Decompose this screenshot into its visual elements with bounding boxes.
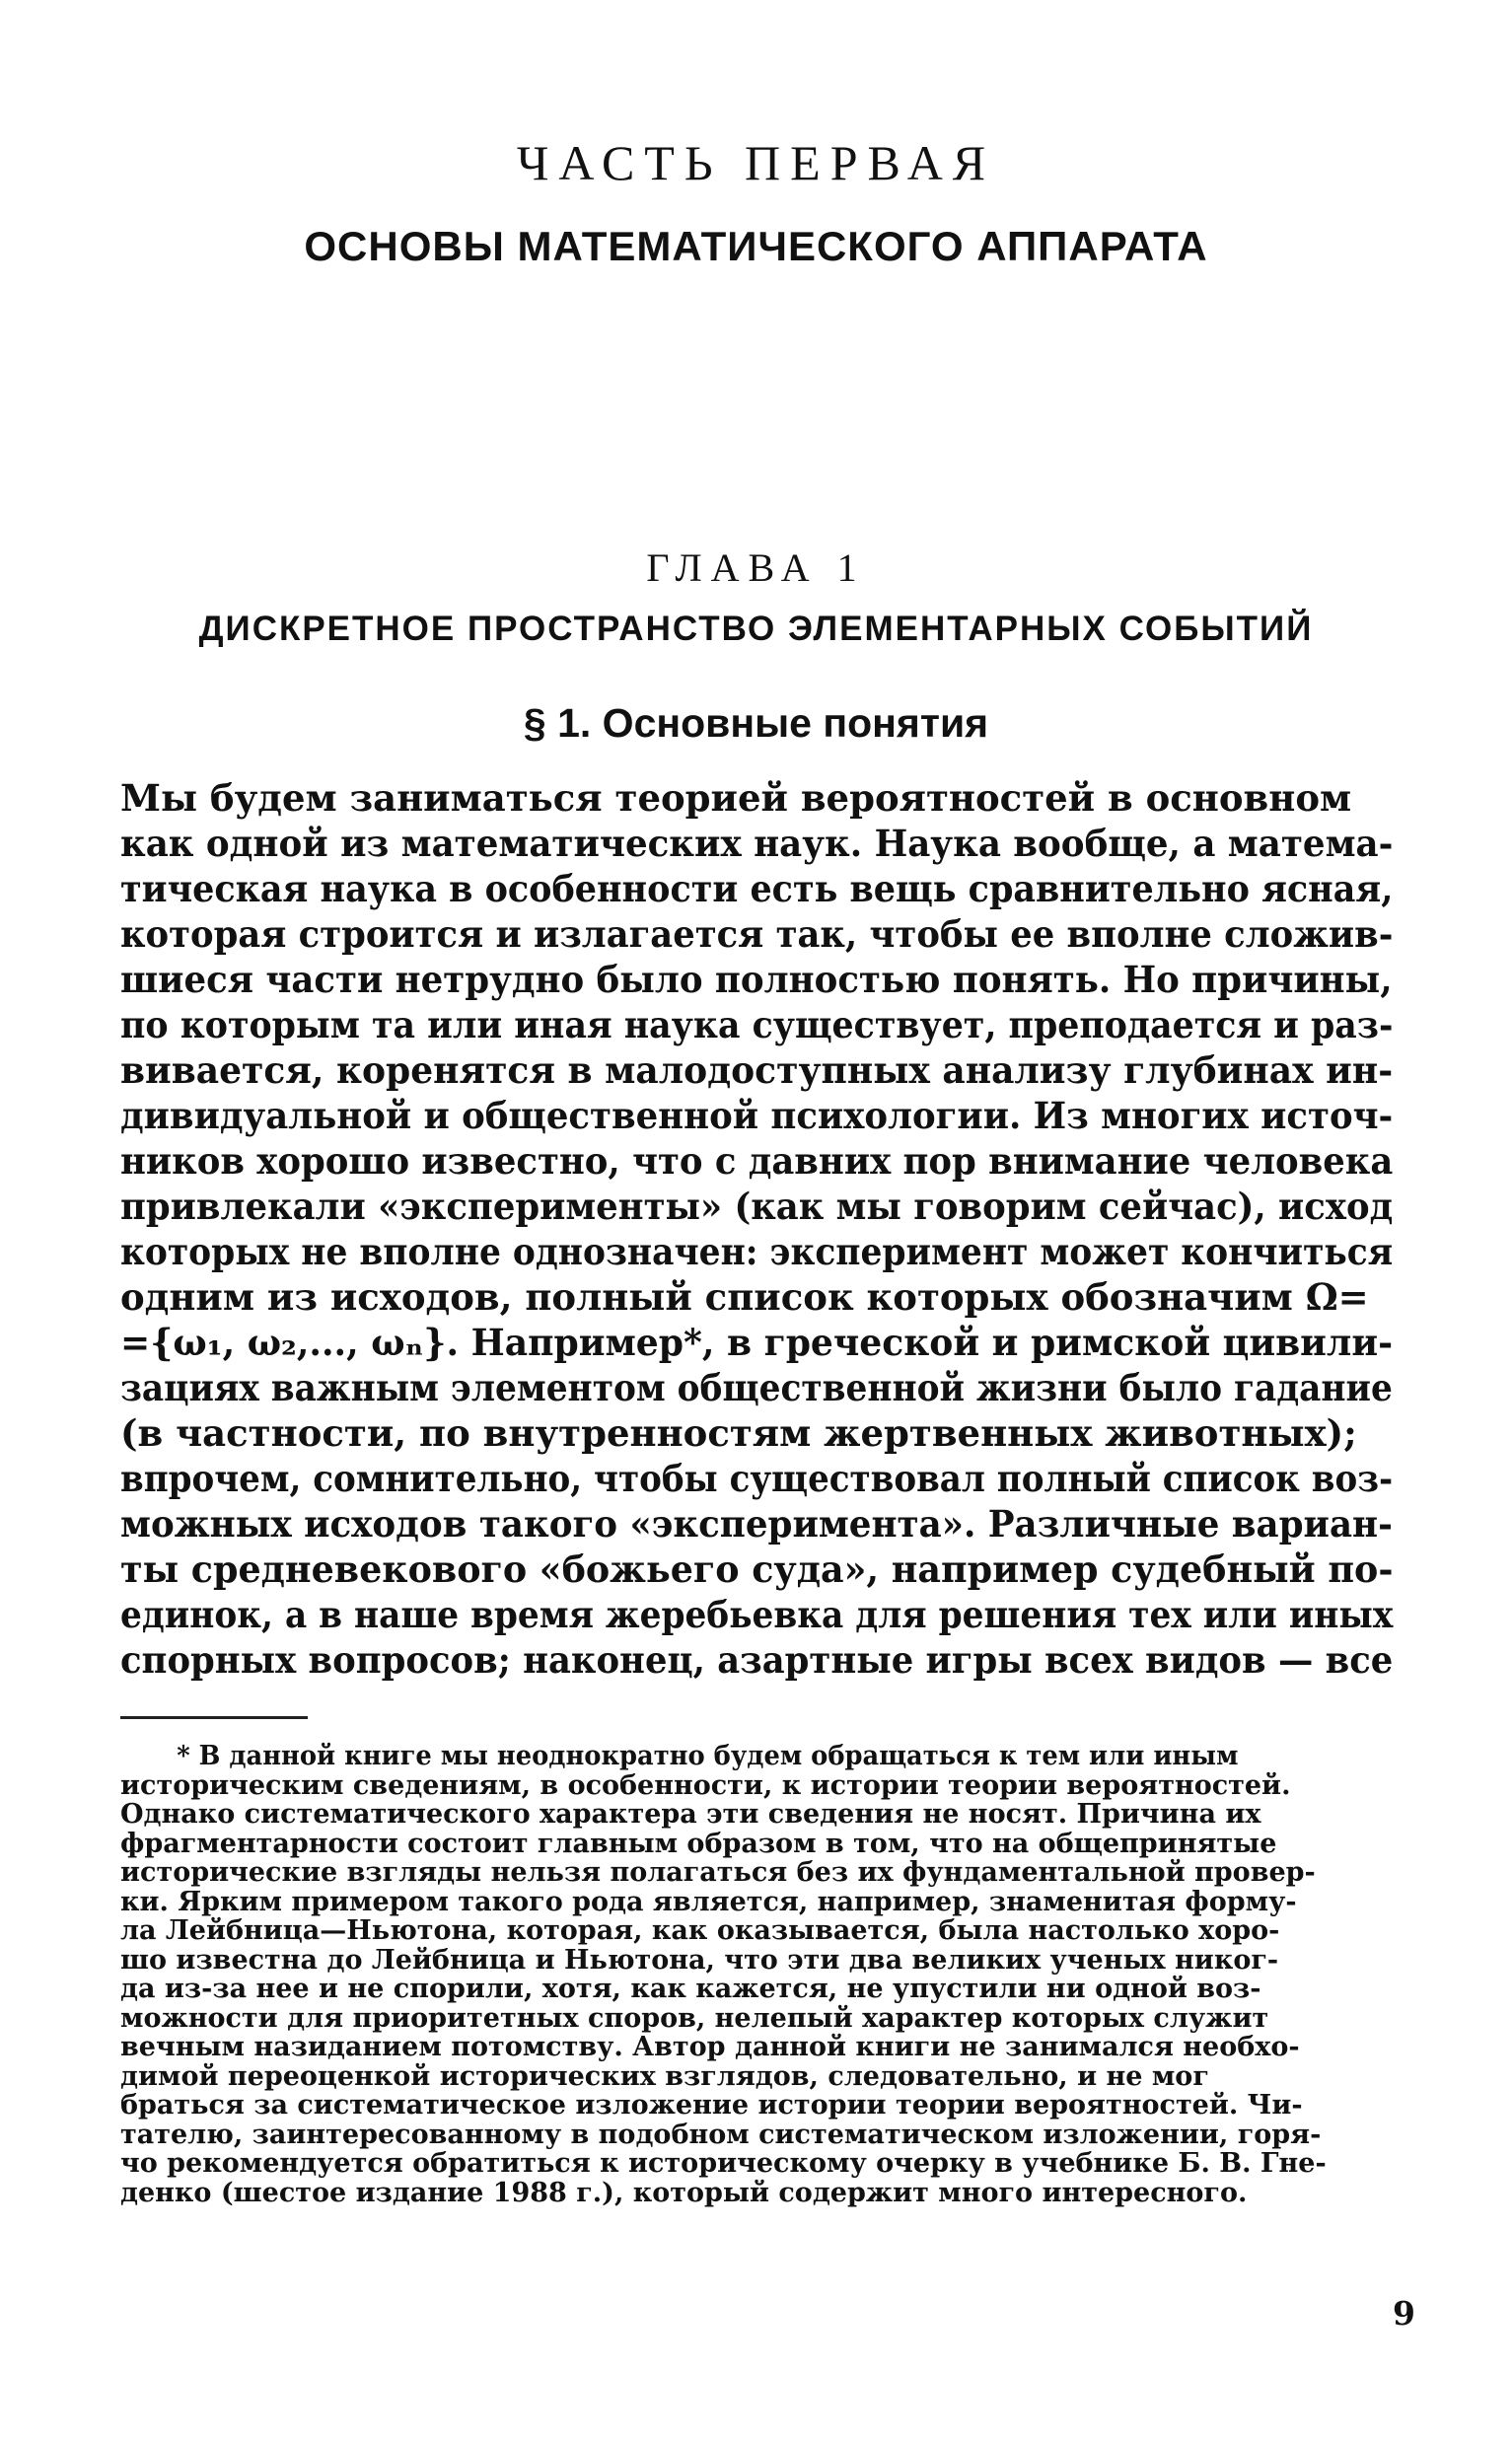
footnote-line: тателю, заинтересованному в подобном систематическом изложении, горя-	[120, 2119, 1322, 2150]
footnote-divider	[120, 1716, 308, 1719]
chapter-title: ДИСКРЕТНОЕ ПРОСТРАНСТВО ЭЛЕМЕНТАРНЫХ СОБЫТИЙ	[198, 610, 1314, 648]
body-line: зациях важным элементом общественной жизни было гадание	[120, 1366, 1393, 1409]
footnote-line: браться за систематическое изложение истории теории вероятностей. Чи-	[120, 2090, 1303, 2121]
footnote-line: вечным назиданием потомству. Автор данной книги не занимался необхо-	[120, 2032, 1300, 2062]
body-line: по которым та или иная наука существует, преподается и раз-	[120, 1003, 1394, 1046]
body-line: впрочем, сомнительно, чтобы существовал полный список воз-	[120, 1457, 1394, 1500]
body-line: (в частности, по внутренностям жертвенных животных);	[120, 1411, 1357, 1455]
body-line: шиеся части нетрудно было полностью понять. Но причины,	[120, 958, 1393, 1001]
body-line: которых не вполне однозначен: эксперимент может кончиться	[120, 1230, 1394, 1273]
footnote-line: шо известна до Лейбница и Ньютона, что эти два великих ученых никог-	[120, 1944, 1279, 1976]
body-paragraph	[120, 775, 1393, 1683]
body-line: вивается, коренятся в малодоступных анализу глубинах ин-	[120, 1048, 1394, 1092]
body-line: которая строится и излагается так, чтобы ее вполне сложив-	[120, 912, 1394, 956]
body-line: спорных вопросов; наконец, азартные игры всех видов — все	[120, 1638, 1394, 1682]
body-line: ты средневекового «божьего суда», например судебный по-	[120, 1547, 1394, 1591]
body-line: одним из исходов, полный список которых обозначим Ω=	[120, 1275, 1369, 1319]
footnote-line: историческим сведениям, в особенности, к истории теории вероятностей.	[120, 1769, 1291, 1801]
footnote-line: ки. Ярким примером такого рода является, например, знаменитая форму-	[120, 1886, 1297, 1917]
part-title: ОСНОВЫ МАТЕМАТИЧЕСКОГО АППАРАТА	[304, 223, 1208, 269]
body-line: ников хорошо известно, что с давних пор внимание человека	[120, 1139, 1394, 1183]
page-number: 9	[1393, 2294, 1415, 2333]
body-line: Мы будем заниматься теорией вероятностей в основном	[120, 776, 1352, 820]
footnote	[120, 1742, 1393, 2207]
body-line: можных исходов такого «эксперимента». Различные вариан-	[120, 1502, 1393, 1546]
body-line: ={ω₁, ω₂,..., ωₙ}. Например*, в греческой и римской цивили-	[120, 1321, 1394, 1364]
body-line: единок, а в наше время жеребьевка для решения тех или иных	[120, 1593, 1394, 1636]
part-label: ЧАСТЬ ПЕРВАЯ	[516, 135, 996, 190]
footnote-line: да из-за нее и не спорили, хотя, как кажется, не упустили ни одной воз-	[120, 1974, 1261, 2004]
footnote-line: исторические взгляды нельзя полагаться без их фундаментальной провер-	[120, 1857, 1316, 1888]
footnote-line: ла Лейбница—Ньютона, которая, как оказывается, была настолько хоро-	[120, 1915, 1280, 1946]
body-line: привлекали «эксперименты» (как мы говорим сейчас), исход	[120, 1185, 1394, 1228]
footnote-line: можности для приоритетных споров, нелепый характер которых служит	[120, 2002, 1269, 2034]
footnote-line: Однако систематического характера эти сведения не носят. Причина их	[120, 1799, 1261, 1830]
body-line: дивидуальной и общественной психологии. Из многих источ-	[120, 1094, 1394, 1137]
section-title: § 1. Основные понятия	[523, 700, 989, 746]
body-line: тическая наука в особенности есть вещь сравнительно ясная,	[120, 867, 1394, 910]
footnote-line: чо рекомендуется обратиться к историческому очерку в учебнике Б. В. Гне-	[120, 2148, 1327, 2179]
footnote-line: димой переоценкой исторических взглядов, следовательно, и не мог	[120, 2060, 1209, 2092]
footnote-line: денко (шестое издание 1988 г.), который содержит много интересного.	[120, 2177, 1248, 2208]
chapter-label: ГЛАВА 1	[646, 545, 866, 590]
footnote-line: фрагментарности состоит главным образом в том, что на общепринятые	[120, 1828, 1277, 1859]
body-line: как одной из математических наук. Наука вообще, а матема-	[120, 822, 1394, 865]
footnote-line: * В данной книге мы неоднократно будем обращаться к тем или иным	[177, 1741, 1239, 1771]
